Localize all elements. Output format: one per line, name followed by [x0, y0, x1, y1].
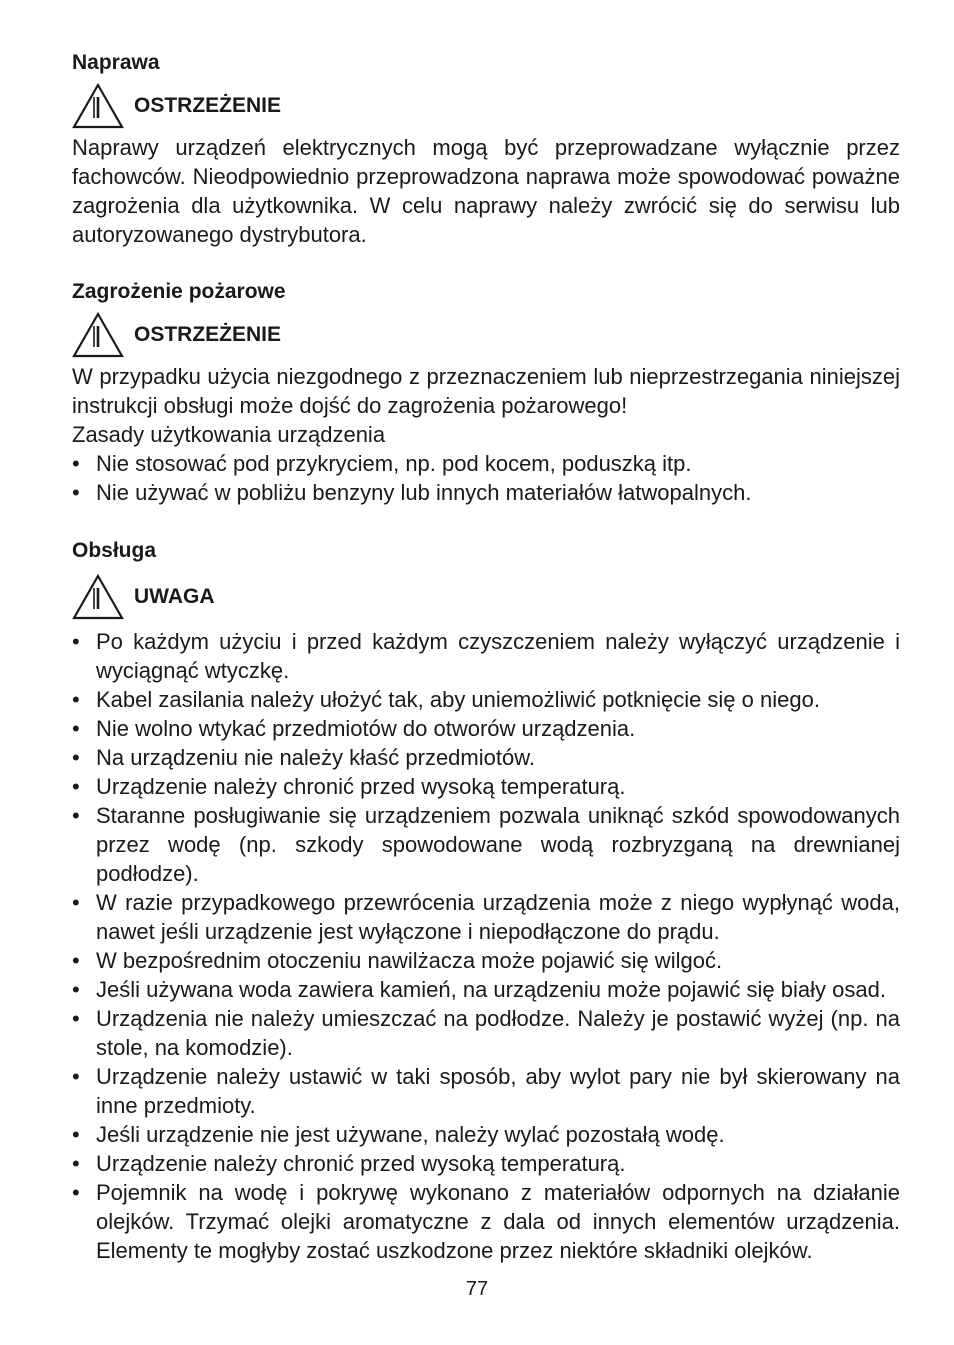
warning-label-fire: OSTRZEŻENIE: [134, 323, 282, 346]
section-title-operation: Obsługa: [72, 539, 157, 562]
list-item: [72, 449, 900, 478]
paragraph-fire: W przypadku użycia niezgodnego z przeznaczeniem lub nieprzestrzegania niniejszej instrukcji obsługi może dojść do zagrożenia pożarowego!: [72, 364, 900, 418]
list-item-text: Nie stosować pod przykryciem, np. pod kocem, poduszką itp.: [96, 451, 692, 476]
list-item: [72, 1149, 900, 1178]
warning-label-repair: OSTRZEŻENIE: [134, 94, 282, 117]
list-item-text: Po każdym użyciu i przed każdym czyszczeniem należy wyłączyć urządzenie i wyciągnąć wtyczkę.: [96, 629, 900, 683]
list-item-text: Nie używać w pobliżu benzyny lub innych materiałów łatwopalnych.: [96, 480, 752, 505]
list-item: [72, 1004, 900, 1062]
list-item-text: Staranne posługiwanie się urządzeniem pozwala uniknąć szkód spowodowanych przez wodę (np. szkody spowodowane wodą rozbryzganą na drewnianej podłodze).: [96, 803, 900, 886]
list-item-text: Kabel zasilania należy ułożyć tak, aby uniemożliwić potknięcie się o niego.: [96, 687, 820, 712]
warning-triangle-icon: [72, 312, 124, 358]
bullet-dot: •: [72, 977, 80, 1002]
warning-block-operation: [72, 569, 900, 625]
bullet-dot: •: [72, 1151, 80, 1176]
bullet-dot: •: [72, 451, 80, 476]
bullet-dot: •: [72, 480, 80, 505]
warning-triangle-icon: [72, 574, 124, 620]
bullet-dot: •: [72, 1180, 80, 1205]
bullet-dot: •: [72, 803, 80, 828]
list-item: [72, 1178, 900, 1265]
bullet-dot: •: [72, 1122, 80, 1147]
list-item-text: Jeśli urządzenie nie jest używane, należy wylać pozostałą wodę.: [96, 1122, 725, 1147]
warning-block-repair: [72, 81, 900, 131]
paragraph-repair: Naprawy urządzeń elektrycznych mogą być przeprowadzane wyłącznie przez fachowców. Nieodpowiednio przeprowadzona naprawa może spowodować poważne zagrożenia dla użytkownika. W celu naprawy należy zwrócić się do serwisu lub autoryzowanego dystrybutora.: [72, 135, 900, 247]
list-item-text: Urządzenie należy chronić przed wysoką temperaturą.: [96, 1151, 626, 1176]
list-item-text: Pojemnik na wodę i pokrywę wykonano z materiałów odpornych na działanie olejków. Trzymać olejki aromatyczne z dala od innych elementów urządzenia. Elementy te mogłyby zostać uszkodzone przez niektóre składniki olejków.: [96, 1180, 900, 1263]
bullet-dot: •: [72, 716, 80, 741]
list-item-text: Urządzenia nie należy umieszczać na podłodze. Należy je postawić wyżej (np. na stole, na komodzie).: [96, 1006, 900, 1060]
list-item: [72, 685, 900, 714]
page-number: 77: [465, 1278, 489, 1300]
list-item: [72, 946, 900, 975]
list-item-text: Na urządzeniu nie należy kłaść przedmiotów.: [96, 745, 536, 770]
section-title-repair: Naprawa: [72, 51, 160, 74]
list-item: [72, 1062, 900, 1120]
list-item: [72, 772, 900, 801]
list-item-text: Urządzenie należy ustawić w taki sposób, aby wylot pary nie był skierowany na inne przedmioty.: [96, 1064, 900, 1118]
bullet-dot: •: [72, 774, 80, 799]
spacer: [72, 249, 900, 277]
list-item-text: Nie wolno wtykać przedmiotów do otworów urządzenia.: [96, 716, 636, 741]
list-item: [72, 888, 900, 946]
bullet-dot: •: [72, 687, 80, 712]
list-item-text: W razie przypadkowego przewrócenia urządzenia może z niego wypłynąć woda, nawet jeśli urządzenie jest wyłączone i niepodłączone do prądu.: [96, 890, 900, 944]
bullet-dot: •: [72, 629, 80, 654]
list-item-text: Jeśli używana woda zawiera kamień, na urządzeniu może pojawić się biały osad.: [96, 977, 886, 1002]
list-item-text: Urządzenie należy chronić przed wysoką temperaturą.: [96, 774, 626, 799]
warning-label-operation: UWAGA: [134, 585, 215, 608]
list-item: [72, 801, 900, 888]
list-item: [72, 743, 900, 772]
bullet-dot: •: [72, 890, 80, 915]
bullet-dot: •: [72, 745, 80, 770]
bullet-dot: •: [72, 1006, 80, 1031]
list-item-text: W bezpośrednim otoczeniu nawilżacza może pojawić się wilgoć.: [96, 948, 723, 973]
warning-triangle-icon: [72, 83, 124, 129]
list-item: [72, 627, 900, 685]
bullet-dot: •: [72, 1064, 80, 1089]
list-item: [72, 1120, 900, 1149]
warning-block-fire: [72, 310, 900, 360]
bullet-list-fire: [72, 449, 900, 507]
list-item: [72, 478, 900, 507]
section-title-fire: Zagrożenie pożarowe: [72, 280, 286, 303]
manual-page: [72, 48, 900, 1265]
bullet-list-operation: [72, 627, 900, 1265]
list-item: [72, 975, 900, 1004]
bullet-dot: •: [72, 948, 80, 973]
spacer: [72, 507, 900, 536]
subheading-fire: Zasady użytkowania urządzenia: [72, 422, 386, 447]
list-item: [72, 714, 900, 743]
